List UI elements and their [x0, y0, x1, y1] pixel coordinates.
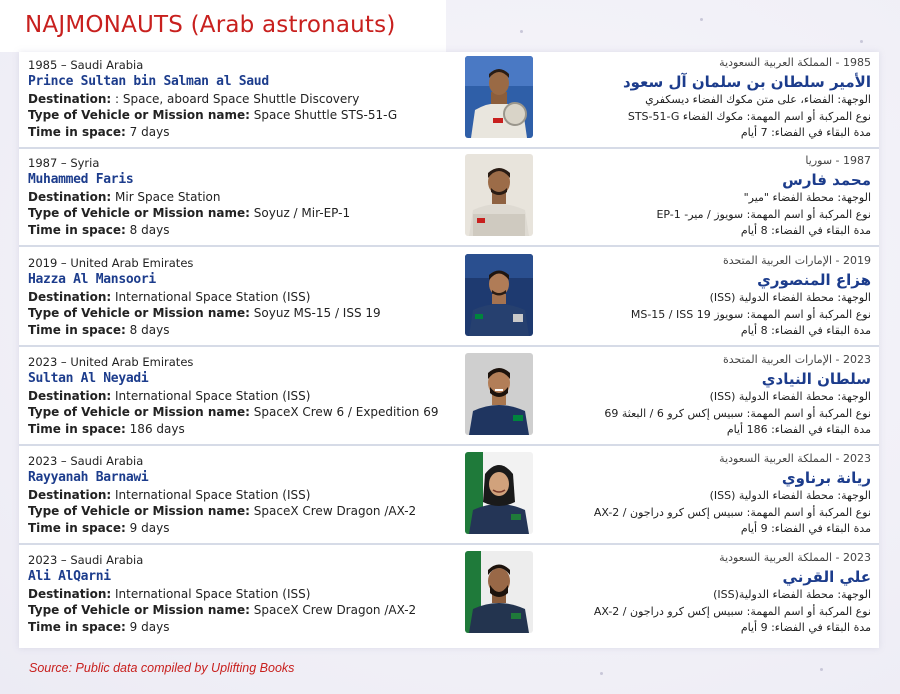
- vehicle-label: Type of Vehicle or Mission name:: [28, 306, 250, 321]
- time-value: 8 days: [129, 223, 170, 238]
- row-divider: [19, 444, 879, 446]
- vehicle-value: SpaceX Crew Dragon /AX-2: [253, 603, 417, 618]
- ar-year-country: 2023 - المملكة العربية السعودية: [719, 551, 871, 564]
- ar-time: مدة البقاء في الفضاء: 9 أيام: [740, 522, 871, 536]
- astronaut-photo: [465, 254, 533, 336]
- ar-astronaut-name: هزاع المنصوري: [757, 270, 871, 289]
- astronaut-photo: [465, 154, 533, 236]
- ar-time: مدة البقاء في الفضاء: 8 أيام: [740, 224, 871, 238]
- ar-destination: الوجهة: محطة الفضاء الدولية (ISS): [709, 488, 871, 502]
- english-info: [28, 255, 458, 339]
- astronaut-photo: [465, 551, 533, 633]
- astronaut-row: [19, 250, 879, 347]
- time-value: 9 days: [129, 521, 170, 536]
- arabic-info: [541, 550, 871, 637]
- decor-star: [520, 30, 523, 33]
- english-info: [28, 552, 458, 636]
- destination-value: International Space Station (ISS): [115, 388, 311, 403]
- ar-time: مدة البقاء في الفضاء: 9 أيام: [740, 621, 871, 635]
- time-label: Time in space:: [28, 521, 126, 536]
- ar-destination: الوجهة: محطة الفضاء الدولية (ISS): [709, 389, 871, 403]
- time-label: Time in space:: [28, 620, 126, 635]
- ar-vehicle: نوع المركبة أو اسم المهمة: سبيس إكس كرو دراجون / AX-2: [593, 604, 871, 618]
- astronaut-name: Rayyanah Barnawi: [28, 469, 149, 485]
- time-label: Time in space:: [28, 323, 126, 338]
- ar-year-country: 2019 - الإمارات العربية المتحدة: [722, 254, 871, 267]
- astronaut-name: Prince Sultan bin Salman al Saud: [28, 73, 269, 89]
- time-line: [28, 124, 458, 141]
- ar-year-country: 2023 - الإمارات العربية المتحدة: [722, 353, 871, 366]
- row-divider: [19, 543, 879, 545]
- time-label: Time in space:: [28, 223, 126, 238]
- english-info: [28, 354, 458, 438]
- vehicle-line: [28, 107, 458, 124]
- vehicle-line: [28, 305, 458, 322]
- vehicle-value: Space Shuttle STS-51-G: [253, 108, 398, 123]
- destination-label: Destination:: [28, 487, 112, 502]
- ar-year-country: 1985 - المملكة العربية السعودية: [719, 56, 871, 69]
- destination-label: Destination:: [28, 91, 112, 106]
- astronaut-photo: [465, 56, 533, 138]
- time-value: 8 days: [129, 323, 170, 338]
- year-country: 2023 – Saudi Arabia: [28, 553, 144, 567]
- destination-line: [28, 487, 458, 504]
- ar-vehicle: نوع المركبة أو اسم المهمة: مكوك الفضاء STS-51-G: [627, 109, 871, 123]
- ar-astronaut-name: محمد فارس: [782, 170, 871, 189]
- ar-time: مدة البقاء في الفضاء: 186 أيام: [726, 423, 871, 437]
- decor-star: [700, 18, 703, 21]
- astronaut-row: [19, 52, 879, 149]
- time-line: [28, 322, 458, 339]
- decor-star: [600, 672, 603, 675]
- ar-astronaut-name: ريانة برناوي: [781, 468, 871, 487]
- arabic-info: [541, 55, 871, 142]
- destination-value: : Space, aboard Space Shuttle Discovery: [115, 91, 360, 106]
- astronaut-row: [19, 150, 879, 247]
- time-value: 9 days: [129, 620, 170, 635]
- destination-value: Mir Space Station: [115, 189, 221, 204]
- decor-star: [820, 668, 823, 671]
- time-line: [28, 421, 458, 438]
- astronaut-row: [19, 547, 879, 644]
- vehicle-label: Type of Vehicle or Mission name:: [28, 108, 250, 123]
- year-country: 1987 – Syria: [28, 156, 100, 170]
- destination-value: International Space Station (ISS): [115, 289, 311, 304]
- vehicle-value: SpaceX Crew Dragon /AX-2: [253, 504, 417, 519]
- ar-astronaut-name: الأمير سلطان بن سلمان آل سعود: [622, 72, 871, 91]
- time-line: [28, 520, 458, 537]
- time-value: 186 days: [129, 422, 185, 437]
- ar-time: مدة البقاء في الفضاء: 8 أيام: [740, 324, 871, 338]
- english-info: [28, 155, 458, 239]
- astronaut-row: [19, 349, 879, 446]
- destination-label: Destination:: [28, 189, 112, 204]
- row-divider: [19, 147, 879, 149]
- astronaut-name: Sultan Al Neyadi: [28, 370, 149, 386]
- astronaut-name: Ali AlQarni: [28, 568, 111, 584]
- year-country: 2023 – United Arab Emirates: [28, 355, 194, 369]
- ar-destination: الوجهة: محطة الفضاء الدولية(ISS): [713, 587, 871, 601]
- destination-line: [28, 388, 458, 405]
- destination-label: Destination:: [28, 388, 112, 403]
- time-label: Time in space:: [28, 422, 126, 437]
- destination-label: Destination:: [28, 289, 112, 304]
- vehicle-label: Type of Vehicle or Mission name:: [28, 603, 250, 618]
- time-value: 7 days: [129, 125, 170, 140]
- ar-vehicle: نوع المركبة أو اسم المهمة: سويوز / مير- EP-1: [656, 207, 871, 221]
- vehicle-line: [28, 205, 458, 222]
- ar-astronaut-name: سلطان النيادي: [761, 369, 871, 388]
- year-country: 1985 – Saudi Arabia: [28, 58, 144, 72]
- destination-line: [28, 91, 458, 108]
- astronaut-row: [19, 448, 879, 545]
- destination-value: International Space Station (ISS): [115, 586, 311, 601]
- arabic-info: [541, 451, 871, 538]
- ar-vehicle: نوع المركبة أو اسم المهمة: سبيس إكس كرو دراجون / AX-2: [593, 505, 871, 519]
- astronaut-photo: [465, 353, 533, 435]
- row-divider: [19, 345, 879, 347]
- time-line: [28, 619, 458, 636]
- ar-vehicle: نوع المركبة أو اسم المهمة: سبيس إكس كرو 6 / البعثة 69: [604, 406, 871, 420]
- ar-destination: الوجهة: الفضاء، على متن مكوك الفضاء ديسكفري: [645, 92, 871, 106]
- year-country: 2019 – United Arab Emirates: [28, 256, 194, 270]
- astronaut-name: Muhammed Faris: [28, 171, 134, 187]
- decor-star: [860, 40, 863, 43]
- arabic-info: [541, 352, 871, 439]
- astronaut-photo: [465, 452, 533, 534]
- astronaut-name: Hazza Al Mansoori: [28, 271, 156, 287]
- destination-line: [28, 586, 458, 603]
- destination-line: [28, 189, 458, 206]
- vehicle-label: Type of Vehicle or Mission name:: [28, 405, 250, 420]
- destination-label: Destination:: [28, 586, 112, 601]
- ar-year-country: 2023 - المملكة العربية السعودية: [719, 452, 871, 465]
- vehicle-label: Type of Vehicle or Mission name:: [28, 206, 250, 221]
- vehicle-label: Type of Vehicle or Mission name:: [28, 504, 250, 519]
- ar-time: مدة البقاء في الفضاء: 7 أيام: [740, 126, 871, 140]
- ar-destination: الوجهة: محطة الفضاء الدولية (ISS): [709, 290, 871, 304]
- vehicle-value: Soyuz / Mir-EP-1: [253, 206, 351, 221]
- english-info: [28, 453, 458, 537]
- vehicle-value: Soyuz MS-15 / ISS 19: [253, 306, 381, 321]
- source-note: Source: Public data compiled by Uplifting Books: [29, 661, 295, 675]
- arabic-info: [541, 153, 871, 240]
- time-line: [28, 222, 458, 239]
- vehicle-line: [28, 503, 458, 520]
- vehicle-line: [28, 602, 458, 619]
- row-divider: [19, 245, 879, 247]
- vehicle-value: SpaceX Crew 6 / Expedition 69: [253, 405, 439, 420]
- vehicle-line: [28, 404, 458, 421]
- title-box: [0, 0, 446, 52]
- ar-year-country: 1987 - سوريا: [805, 154, 871, 167]
- ar-astronaut-name: علي القرني: [782, 567, 871, 586]
- destination-value: International Space Station (ISS): [115, 487, 311, 502]
- time-label: Time in space:: [28, 125, 126, 140]
- page-title: NAJMONAUTS (Arab astronauts): [25, 12, 396, 38]
- english-info: [28, 57, 458, 141]
- ar-destination: الوجهة: محطة الفضاء "مير": [743, 190, 871, 204]
- year-country: 2023 – Saudi Arabia: [28, 454, 144, 468]
- destination-line: [28, 289, 458, 306]
- ar-vehicle: نوع المركبة أو اسم المهمة: سويوز MS-15 / ISS 19: [630, 307, 871, 321]
- arabic-info: [541, 253, 871, 340]
